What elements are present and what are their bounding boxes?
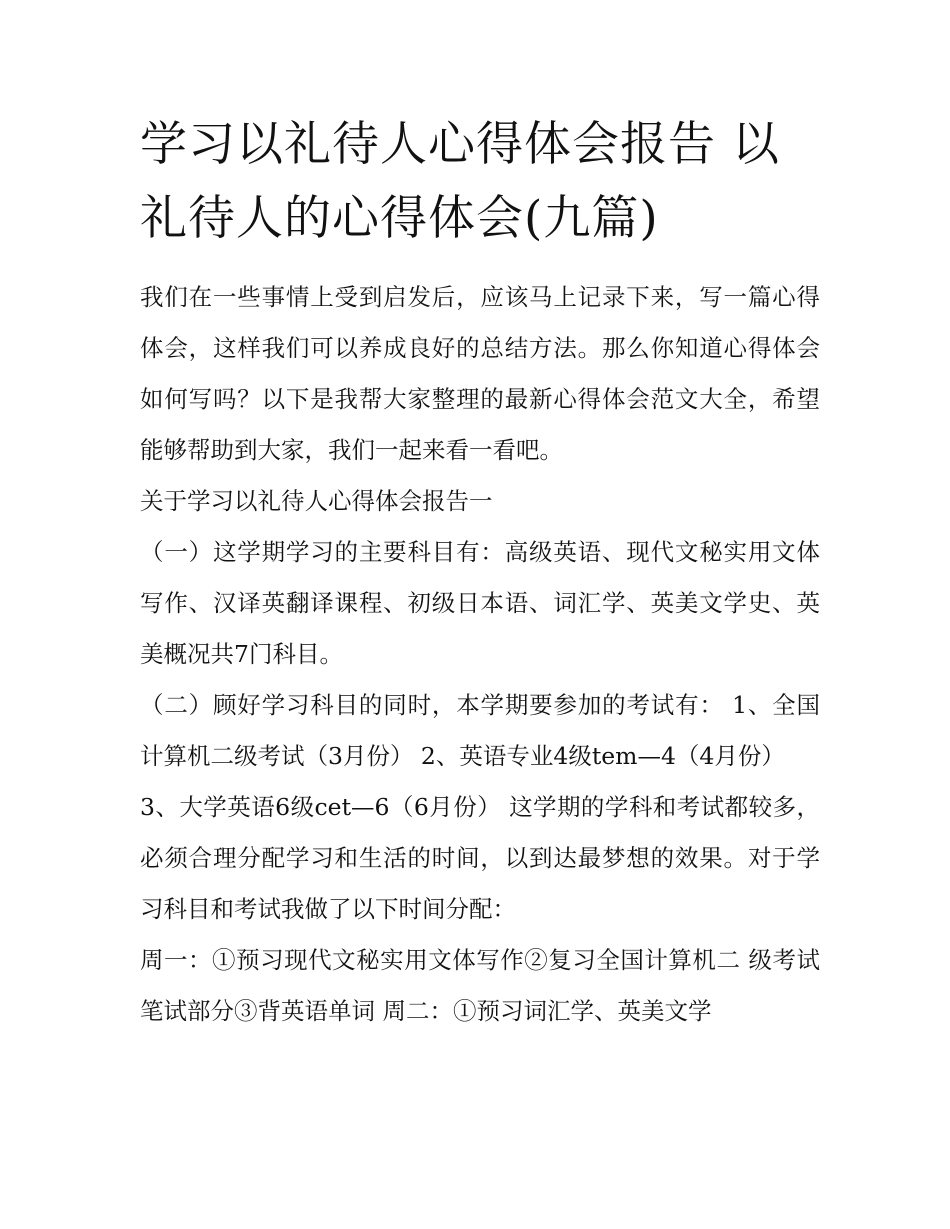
document-page [140,108,820,1037]
paragraph-cet6: 3、大学英语6级cet—6（6月份） 这学期的学科和考试都较多，必须合理分配学习和生活的时间，以到达最梦想的效果。对于学习科目和考试我做了以下时间分配： [140,793,820,923]
paragraph-subjects: （一）这学期学习的主要科目有：高级英语、现代文秘实用文体写作、汉译英翻译课程、初级日本语、词汇学、英美文学史、英美概况共7门科目。 [140,538,820,668]
intro-paragraph: 我们在一些事情上受到启发后，应该马上记录下来，写一篇心得体会，这样我们可以养成良好的总结方法。那么你知道心得体会如何写吗？以下是我帮大家整理的最新心得体会范文大全，希望能够帮助到大家，我们一起来看一看吧。 [140,283,820,464]
section-heading: 关于学习以礼待人心得体会报告一 [140,487,493,515]
paragraph-exams: （二）顾好学习科目的同时，本学期要参加的考试有： 1、全国计算机二级考试（3月份） 2、英语专业4级tem—4（4月份） [140,691,820,770]
paragraph-schedule: 周一：①预习现代文秘实用文体写作②复习全国计算机二 级考试笔试部分③背英语单词 周二：①预习词汇学、英美文学 [140,946,820,1025]
document-title: 学习以礼待人心得体会报告 以礼待人的心得体会(九篇) [140,117,780,246]
